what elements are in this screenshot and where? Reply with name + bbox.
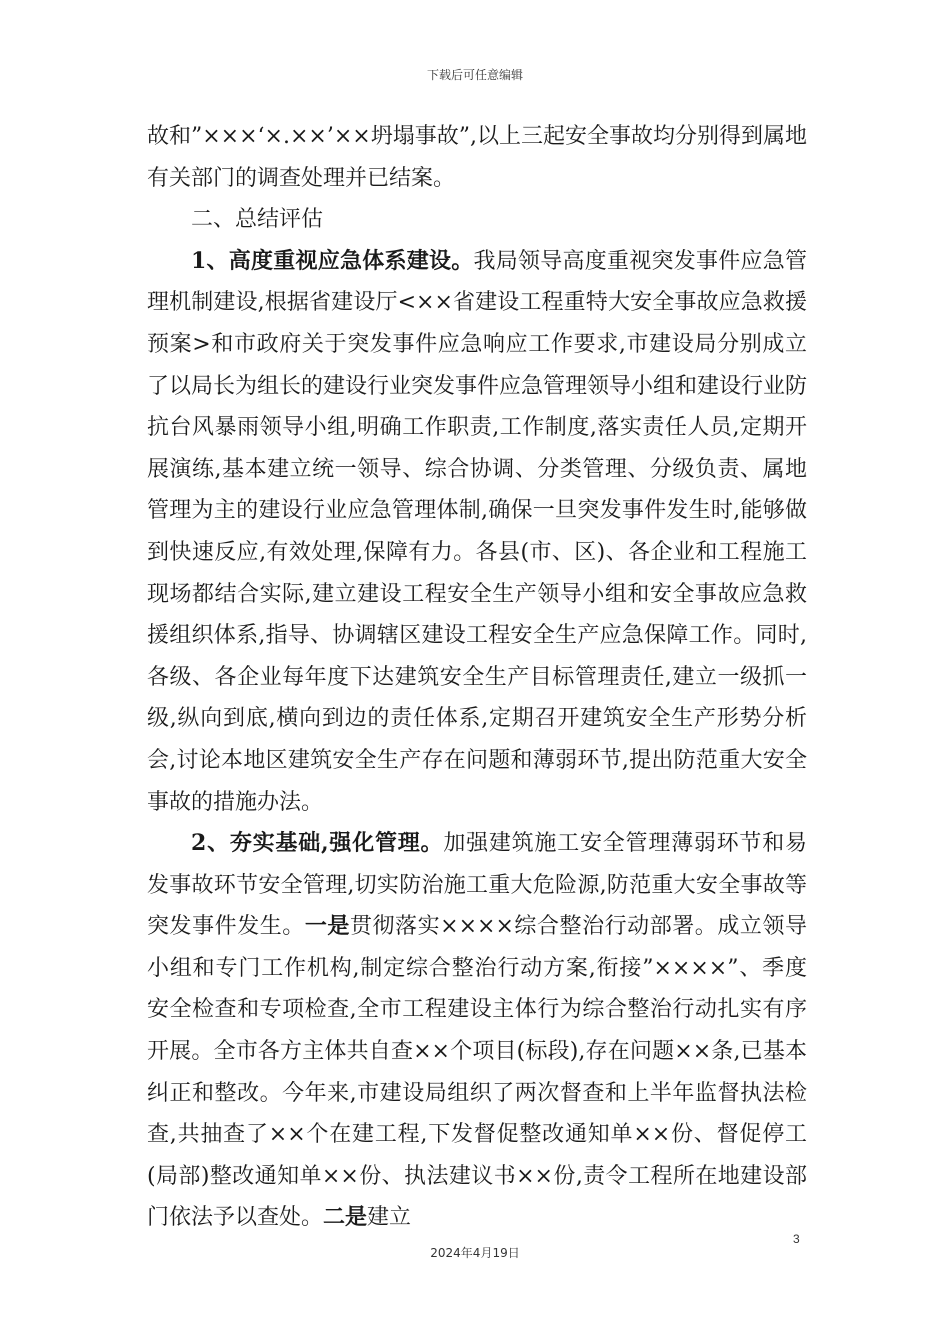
- item-marker-first: 一是: [304, 913, 350, 940]
- section-heading-summary-evaluation: 二、总结评估: [191, 207, 324, 233]
- paragraph-accident-summary: [147, 116, 807, 199]
- page-number: 3: [793, 1232, 800, 1246]
- page-header: 下载后可任意编辑: [426, 68, 523, 82]
- paragraph-text: 贯彻落实××××综合整治行动部署。成立领导小组和专门工作机构,制定综合整治行动方案,衔接”××××”、季度安全检查和专项检查,全市工程建设主体行为综合整治行动扎实有序开展。全市各方主体共自查××个项目(标段),存在问题××条,已基本纠正和整改。今年来,市建设局组织了两次督查和上半年监督执法检查,共抽查了××个在建工程,下发督促整改通知单××份、督促停工(局部)整改通知单××份、执法建议书××份,责令工程所在地建设部门依法予以查处。: [147, 914, 807, 1231]
- paragraph-text: 加强建筑施工安全管理薄弱环节和易发事故环节安全管理,切实防治施工重大危险源,防范重大安全事故等突发事件发生。: [147, 831, 807, 940]
- paragraph-text: 建立: [367, 1205, 412, 1231]
- paragraph-text: 故和”×××‘×.××’××坍塌事故”,以上三起安全事故均分别得到属地有关部门的调查处理并已结案。: [147, 124, 807, 191]
- item-marker-second: 二是: [323, 1204, 368, 1231]
- footer-date: 2024年4月19日: [430, 1246, 520, 1260]
- paragraph-emergency-system: [147, 241, 807, 823]
- paragraph-strengthen-management: [147, 823, 807, 1239]
- paragraph-text: 我局领导高度重视突发事件应急管理机制建设,根据省建设厅<××省建设工程重特大安全事故应急救援预案>和市政府关于突发事件应急响应工作要求,市建设局分别成立了以局长为组长的建设行业突发事件应急管理领导小组和建设行业防抗台风暴雨领导小组,明确工作职责,工作制度,落实责任人员,定期开展演练,基本建立统一领导、综合协调、分类管理、分级负责、属地管理为主的建设行业应急管理体制,确保一旦突发事件发生时,能够做到快速反应,有效处理,保障有力。各县(市、区)、各企业和工程施工现场都结合实际,建立建设工程安全生产领导小组和安全事故应急救援组织体系,指导、协调辖区建设工程安全生产应急保障工作。同时,各级、各企业每年度下达建筑安全生产目标管理责任,建立一级抓一级,纵向到底,横向到边的责任体系,定期召开建筑安全生产形势分析会,讨论本地区建筑安全生产存在问题和薄弱环节,提出防范重大安全事故的措施办法。: [147, 248, 808, 815]
- document-body: [147, 116, 807, 1239]
- paragraph-lead-heading: 2、夯实基础,强化管理。: [191, 830, 444, 857]
- paragraph-lead-heading: 1、高度重视应急体系建设。: [191, 247, 474, 274]
